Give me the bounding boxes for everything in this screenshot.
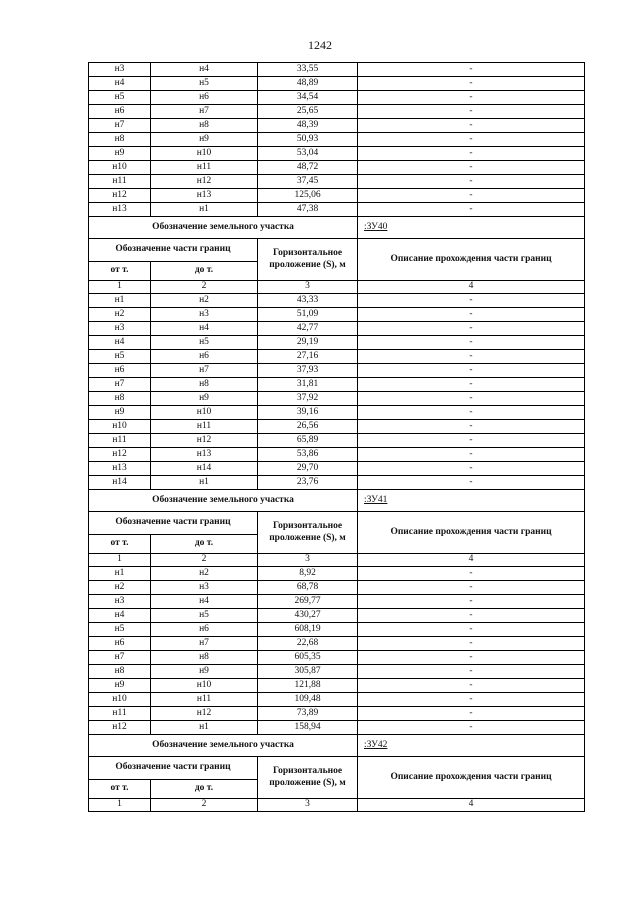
point-to: н7 bbox=[151, 637, 258, 651]
distance: 608,19 bbox=[258, 623, 358, 637]
point-from: н11 bbox=[89, 707, 151, 721]
description: - bbox=[358, 567, 585, 581]
distance: 125,06 bbox=[258, 189, 358, 203]
point-from: н11 bbox=[89, 434, 151, 448]
point-from: н1 bbox=[89, 294, 151, 308]
distance: 25,65 bbox=[258, 105, 358, 119]
table-row bbox=[89, 350, 585, 364]
table-row bbox=[89, 294, 585, 308]
table-row bbox=[89, 91, 585, 105]
column-number: 3 bbox=[258, 554, 358, 567]
point-to: н14 bbox=[151, 462, 258, 476]
table-row bbox=[89, 161, 585, 175]
point-to: н11 bbox=[151, 693, 258, 707]
point-from: н4 bbox=[89, 336, 151, 350]
point-from: н12 bbox=[89, 448, 151, 462]
table-row bbox=[89, 609, 585, 623]
table-row bbox=[89, 693, 585, 707]
table-row bbox=[89, 203, 585, 217]
table-row bbox=[89, 462, 585, 476]
distance: 47,38 bbox=[258, 203, 358, 217]
distance: 73,89 bbox=[258, 707, 358, 721]
distance: 43,33 bbox=[258, 294, 358, 308]
table-row bbox=[89, 707, 585, 721]
point-from: н5 bbox=[89, 350, 151, 364]
point-from: н14 bbox=[89, 476, 151, 490]
description: - bbox=[358, 147, 585, 161]
point-to: н4 bbox=[151, 595, 258, 609]
point-from: н3 bbox=[89, 322, 151, 336]
point-to: н5 bbox=[151, 609, 258, 623]
point-to: н10 bbox=[151, 406, 258, 420]
description: - bbox=[358, 420, 585, 434]
parcel-label: Обозначение земельного участка bbox=[89, 735, 358, 757]
point-from: н10 bbox=[89, 161, 151, 175]
table-row bbox=[89, 105, 585, 119]
point-from: н8 bbox=[89, 133, 151, 147]
point-from: н12 bbox=[89, 721, 151, 735]
table-row bbox=[89, 147, 585, 161]
distance: 48,39 bbox=[258, 119, 358, 133]
part-designation-header: Обозначение части границ bbox=[89, 512, 258, 535]
distance: 37,93 bbox=[258, 364, 358, 378]
description-header: Описание прохождения части границ bbox=[358, 757, 585, 799]
point-to: н6 bbox=[151, 350, 258, 364]
horizontal-header: Горизонтальное проложение (S), м bbox=[258, 512, 358, 554]
description: - bbox=[358, 623, 585, 637]
point-from: н7 bbox=[89, 119, 151, 133]
point-from: н9 bbox=[89, 147, 151, 161]
distance: 605,35 bbox=[258, 651, 358, 665]
point-from: н1 bbox=[89, 567, 151, 581]
distance: 51,09 bbox=[258, 308, 358, 322]
table-row bbox=[89, 476, 585, 490]
description: - bbox=[358, 189, 585, 203]
page-number: 1242 bbox=[308, 38, 332, 52]
table-row bbox=[89, 595, 585, 609]
description: - bbox=[358, 63, 585, 77]
distance: 48,89 bbox=[258, 77, 358, 91]
part-designation-header: Обозначение части границ bbox=[89, 757, 258, 780]
column-number: 3 bbox=[258, 799, 358, 812]
point-from: н10 bbox=[89, 420, 151, 434]
point-from: н7 bbox=[89, 651, 151, 665]
description: - bbox=[358, 476, 585, 490]
point-from: н4 bbox=[89, 609, 151, 623]
point-from: н7 bbox=[89, 378, 151, 392]
description: - bbox=[358, 693, 585, 707]
point-from: н3 bbox=[89, 595, 151, 609]
table-row bbox=[89, 448, 585, 462]
from-header: от т. bbox=[89, 780, 151, 799]
point-from: н6 bbox=[89, 637, 151, 651]
description: - bbox=[358, 448, 585, 462]
point-to: н6 bbox=[151, 91, 258, 105]
table-row bbox=[89, 623, 585, 637]
distance: 269,77 bbox=[258, 595, 358, 609]
description: - bbox=[358, 161, 585, 175]
table-row bbox=[89, 336, 585, 350]
to-header: до т. bbox=[151, 535, 258, 554]
header-row bbox=[89, 239, 585, 262]
table-row bbox=[89, 364, 585, 378]
table-row bbox=[89, 322, 585, 336]
point-to: н8 bbox=[151, 378, 258, 392]
table-row bbox=[89, 651, 585, 665]
point-to: н2 bbox=[151, 294, 258, 308]
from-header: от т. bbox=[89, 262, 151, 281]
point-from: н6 bbox=[89, 105, 151, 119]
point-from: н13 bbox=[89, 203, 151, 217]
point-to: н4 bbox=[151, 322, 258, 336]
parcel-id: :ЗУ41 bbox=[358, 490, 585, 512]
point-to: н12 bbox=[151, 434, 258, 448]
description: - bbox=[358, 707, 585, 721]
description: - bbox=[358, 679, 585, 693]
description-header: Описание прохождения части границ bbox=[358, 512, 585, 554]
distance: 109,48 bbox=[258, 693, 358, 707]
description: - bbox=[358, 294, 585, 308]
point-to: н6 bbox=[151, 623, 258, 637]
column-numbers-row bbox=[89, 799, 585, 812]
point-to: н12 bbox=[151, 707, 258, 721]
description: - bbox=[358, 350, 585, 364]
table-row bbox=[89, 189, 585, 203]
point-to: н10 bbox=[151, 147, 258, 161]
description: - bbox=[358, 77, 585, 91]
distance: 34,54 bbox=[258, 91, 358, 105]
point-from: н8 bbox=[89, 392, 151, 406]
description: - bbox=[358, 308, 585, 322]
point-from: н12 bbox=[89, 189, 151, 203]
description: - bbox=[358, 133, 585, 147]
parcel-row bbox=[89, 735, 585, 757]
table-row bbox=[89, 119, 585, 133]
distance: 53,04 bbox=[258, 147, 358, 161]
column-number: 3 bbox=[258, 281, 358, 294]
column-number: 2 bbox=[151, 554, 258, 567]
table-row bbox=[89, 420, 585, 434]
point-from: н3 bbox=[89, 63, 151, 77]
to-header: до т. bbox=[151, 262, 258, 281]
parcel-id: :ЗУ42 bbox=[358, 735, 585, 757]
point-to: н13 bbox=[151, 448, 258, 462]
description: - bbox=[358, 721, 585, 735]
point-to: н8 bbox=[151, 651, 258, 665]
column-number: 1 bbox=[89, 281, 151, 294]
point-from: н5 bbox=[89, 91, 151, 105]
point-to: н4 bbox=[151, 63, 258, 77]
column-number: 4 bbox=[358, 799, 585, 812]
parcel-row bbox=[89, 217, 585, 239]
distance: 8,92 bbox=[258, 567, 358, 581]
distance: 42,77 bbox=[258, 322, 358, 336]
description: - bbox=[358, 203, 585, 217]
parcel-id: :ЗУ40 bbox=[358, 217, 585, 239]
column-number: 2 bbox=[151, 799, 258, 812]
to-header: до т. bbox=[151, 780, 258, 799]
description: - bbox=[358, 595, 585, 609]
distance: 26,56 bbox=[258, 420, 358, 434]
description: - bbox=[358, 378, 585, 392]
distance: 39,16 bbox=[258, 406, 358, 420]
table-row bbox=[89, 679, 585, 693]
description: - bbox=[358, 434, 585, 448]
column-number: 4 bbox=[358, 554, 585, 567]
point-from: н11 bbox=[89, 175, 151, 189]
column-numbers-row bbox=[89, 554, 585, 567]
table-row bbox=[89, 637, 585, 651]
point-to: н8 bbox=[151, 119, 258, 133]
point-from: н4 bbox=[89, 77, 151, 91]
distance: 48,72 bbox=[258, 161, 358, 175]
column-number: 1 bbox=[89, 554, 151, 567]
table-row bbox=[89, 392, 585, 406]
point-from: н10 bbox=[89, 693, 151, 707]
header-row bbox=[89, 757, 585, 780]
distance: 29,19 bbox=[258, 336, 358, 350]
horizontal-header: Горизонтальное проложение (S), м bbox=[258, 757, 358, 799]
header-row bbox=[89, 512, 585, 535]
description: - bbox=[358, 581, 585, 595]
table-row bbox=[89, 77, 585, 91]
point-to: н13 bbox=[151, 189, 258, 203]
distance: 37,45 bbox=[258, 175, 358, 189]
point-to: н3 bbox=[151, 581, 258, 595]
point-to: н9 bbox=[151, 133, 258, 147]
point-from: н9 bbox=[89, 406, 151, 420]
distance: 33,55 bbox=[258, 63, 358, 77]
point-to: н11 bbox=[151, 161, 258, 175]
horizontal-header: Горизонтальное проложение (S), м bbox=[258, 239, 358, 281]
table-row bbox=[89, 133, 585, 147]
description: - bbox=[358, 406, 585, 420]
column-numbers-row bbox=[89, 281, 585, 294]
distance: 27,16 bbox=[258, 350, 358, 364]
column-number: 2 bbox=[151, 281, 258, 294]
point-from: н5 bbox=[89, 623, 151, 637]
point-to: н2 bbox=[151, 567, 258, 581]
distance: 53,86 bbox=[258, 448, 358, 462]
description-header: Описание прохождения части границ bbox=[358, 239, 585, 281]
point-from: н2 bbox=[89, 308, 151, 322]
table-row bbox=[89, 721, 585, 735]
point-from: н2 bbox=[89, 581, 151, 595]
distance: 305,87 bbox=[258, 665, 358, 679]
point-to: н7 bbox=[151, 364, 258, 378]
description: - bbox=[358, 364, 585, 378]
point-to: н12 bbox=[151, 175, 258, 189]
description: - bbox=[358, 637, 585, 651]
table-row bbox=[89, 406, 585, 420]
parcel-label: Обозначение земельного участка bbox=[89, 490, 358, 512]
description: - bbox=[358, 336, 585, 350]
table-row bbox=[89, 567, 585, 581]
table-row bbox=[89, 434, 585, 448]
distance: 22,68 bbox=[258, 637, 358, 651]
table-row bbox=[89, 175, 585, 189]
point-to: н10 bbox=[151, 679, 258, 693]
point-to: н1 bbox=[151, 721, 258, 735]
point-to: н3 bbox=[151, 308, 258, 322]
point-to: н1 bbox=[151, 476, 258, 490]
point-to: н9 bbox=[151, 392, 258, 406]
parcel-label: Обозначение земельного участка bbox=[89, 217, 358, 239]
point-to: н11 bbox=[151, 420, 258, 434]
description: - bbox=[358, 175, 585, 189]
description: - bbox=[358, 105, 585, 119]
table-row bbox=[89, 665, 585, 679]
point-to: н7 bbox=[151, 105, 258, 119]
distance: 37,92 bbox=[258, 392, 358, 406]
description: - bbox=[358, 665, 585, 679]
point-to: н9 bbox=[151, 665, 258, 679]
part-designation-header: Обозначение части границ bbox=[89, 239, 258, 262]
description: - bbox=[358, 462, 585, 476]
point-to: н1 bbox=[151, 203, 258, 217]
distance: 29,70 bbox=[258, 462, 358, 476]
column-number: 4 bbox=[358, 281, 585, 294]
table-row bbox=[89, 378, 585, 392]
boundary-table bbox=[88, 62, 585, 812]
table-row bbox=[89, 63, 585, 77]
description: - bbox=[358, 609, 585, 623]
table-row bbox=[89, 581, 585, 595]
point-from: н8 bbox=[89, 665, 151, 679]
table-row bbox=[89, 308, 585, 322]
description: - bbox=[358, 322, 585, 336]
distance: 121,88 bbox=[258, 679, 358, 693]
point-to: н5 bbox=[151, 336, 258, 350]
description: - bbox=[358, 651, 585, 665]
point-from: н6 bbox=[89, 364, 151, 378]
distance: 430,27 bbox=[258, 609, 358, 623]
distance: 23,76 bbox=[258, 476, 358, 490]
from-header: от т. bbox=[89, 535, 151, 554]
parcel-row bbox=[89, 490, 585, 512]
distance: 158,94 bbox=[258, 721, 358, 735]
description: - bbox=[358, 392, 585, 406]
point-from: н13 bbox=[89, 462, 151, 476]
distance: 68,78 bbox=[258, 581, 358, 595]
point-to: н5 bbox=[151, 77, 258, 91]
distance: 50,93 bbox=[258, 133, 358, 147]
description: - bbox=[358, 91, 585, 105]
column-number: 1 bbox=[89, 799, 151, 812]
point-from: н9 bbox=[89, 679, 151, 693]
distance: 31,81 bbox=[258, 378, 358, 392]
description: - bbox=[358, 119, 585, 133]
distance: 65,89 bbox=[258, 434, 358, 448]
